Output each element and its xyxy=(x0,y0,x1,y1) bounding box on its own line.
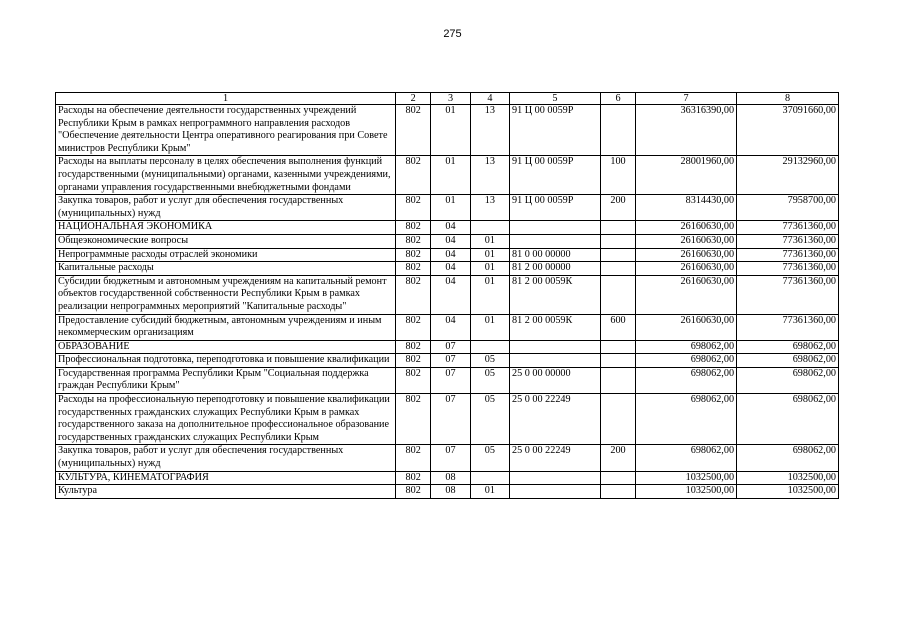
column-header: 3 xyxy=(431,93,470,105)
amount-year2-cell: 77361360,00 xyxy=(737,314,839,340)
amount-year1-cell: 698062,00 xyxy=(636,445,737,471)
amount-year2-cell: 77361360,00 xyxy=(737,262,839,276)
admin-code-cell: 802 xyxy=(396,394,431,445)
expense-type-cell: 600 xyxy=(600,314,635,340)
amount-year1-cell: 28001960,00 xyxy=(636,156,737,195)
admin-code-cell: 802 xyxy=(396,354,431,368)
admin-code-cell: 802 xyxy=(396,314,431,340)
expense-type-cell xyxy=(600,262,635,276)
amount-year1-cell: 26160630,00 xyxy=(636,262,737,276)
section-code-cell: 01 xyxy=(431,156,470,195)
admin-code-cell: 802 xyxy=(396,340,431,354)
subsection-code-cell: 01 xyxy=(470,275,509,314)
expense-type-cell xyxy=(600,275,635,314)
row-name-cell: КУЛЬТУРА, КИНЕМАТОГРАФИЯ xyxy=(56,471,396,485)
target-article-cell: 25 0 00 22249 xyxy=(510,394,601,445)
amount-year2-cell: 698062,00 xyxy=(737,445,839,471)
subsection-code-cell: 13 xyxy=(470,195,509,221)
table-row xyxy=(56,221,839,235)
amount-year2-cell: 698062,00 xyxy=(737,367,839,393)
subsection-code-cell: 01 xyxy=(470,262,509,276)
section-code-cell: 04 xyxy=(431,234,470,248)
expense-type-cell xyxy=(600,105,635,156)
section-code-cell: 07 xyxy=(431,394,470,445)
subsection-code-cell xyxy=(470,471,509,485)
section-code-cell: 07 xyxy=(431,445,470,471)
section-code-cell: 04 xyxy=(431,275,470,314)
subsection-code-cell: 13 xyxy=(470,156,509,195)
amount-year1-cell: 26160630,00 xyxy=(636,248,737,262)
subsection-code-cell: 01 xyxy=(470,234,509,248)
admin-code-cell: 802 xyxy=(396,156,431,195)
expense-type-cell: 100 xyxy=(600,156,635,195)
amount-year2-cell: 77361360,00 xyxy=(737,248,839,262)
section-code-cell: 04 xyxy=(431,262,470,276)
target-article-cell xyxy=(510,471,601,485)
row-name-cell: Закупка товаров, работ и услуг для обеспечения государственных (муниципальных) нужд xyxy=(56,445,396,471)
admin-code-cell: 802 xyxy=(396,275,431,314)
section-code-cell: 01 xyxy=(431,105,470,156)
target-article-cell: 81 2 00 0059К xyxy=(510,314,601,340)
column-header: 4 xyxy=(470,93,509,105)
amount-year2-cell: 698062,00 xyxy=(737,394,839,445)
row-name-cell: Общеэкономические вопросы xyxy=(56,234,396,248)
table-row xyxy=(56,394,839,445)
amount-year1-cell: 8314430,00 xyxy=(636,195,737,221)
row-name-cell: Культура xyxy=(56,485,396,499)
table-row xyxy=(56,248,839,262)
amount-year1-cell: 26160630,00 xyxy=(636,314,737,340)
amount-year1-cell: 26160630,00 xyxy=(636,234,737,248)
amount-year2-cell: 1032500,00 xyxy=(737,471,839,485)
budget-table xyxy=(55,92,839,499)
expense-type-cell xyxy=(600,248,635,262)
subsection-code-cell: 01 xyxy=(470,248,509,262)
subsection-code-cell xyxy=(470,340,509,354)
section-code-cell: 07 xyxy=(431,354,470,368)
amount-year2-cell: 29132960,00 xyxy=(737,156,839,195)
admin-code-cell: 802 xyxy=(396,367,431,393)
subsection-code-cell: 13 xyxy=(470,105,509,156)
table-row xyxy=(56,445,839,471)
amount-year1-cell: 1032500,00 xyxy=(636,485,737,499)
amount-year1-cell: 698062,00 xyxy=(636,367,737,393)
amount-year2-cell: 698062,00 xyxy=(737,354,839,368)
admin-code-cell: 802 xyxy=(396,485,431,499)
section-code-cell: 07 xyxy=(431,340,470,354)
subsection-code-cell: 05 xyxy=(470,394,509,445)
target-article-cell xyxy=(510,221,601,235)
table-row xyxy=(56,471,839,485)
row-name-cell: Расходы на обеспечение деятельности государственных учреждений Республики Крым в рамках непрограммного направления расходов "Обеспечение деятельности Центра оперативного реагирования при Совете министров Республики Крым" xyxy=(56,105,396,156)
column-header: 5 xyxy=(510,93,601,105)
amount-year2-cell: 77361360,00 xyxy=(737,221,839,235)
subsection-code-cell: 01 xyxy=(470,314,509,340)
table-row xyxy=(56,354,839,368)
table-row xyxy=(56,234,839,248)
target-article-cell: 91 Ц 00 0059Р xyxy=(510,105,601,156)
admin-code-cell: 802 xyxy=(396,221,431,235)
column-header: 6 xyxy=(600,93,635,105)
row-name-cell: Профессиональная подготовка, переподготовка и повышение квалификации xyxy=(56,354,396,368)
target-article-cell xyxy=(510,340,601,354)
target-article-cell: 25 0 00 22249 xyxy=(510,445,601,471)
target-article-cell: 81 2 00 00000 xyxy=(510,262,601,276)
expense-type-cell xyxy=(600,221,635,235)
expense-type-cell: 200 xyxy=(600,195,635,221)
subsection-code-cell xyxy=(470,221,509,235)
table-row xyxy=(56,485,839,499)
row-name-cell: Закупка товаров, работ и услуг для обеспечения государственных (муниципальных) нужд xyxy=(56,195,396,221)
amount-year2-cell: 698062,00 xyxy=(737,340,839,354)
column-header: 8 xyxy=(737,93,839,105)
target-article-cell: 25 0 00 00000 xyxy=(510,367,601,393)
table-row xyxy=(56,340,839,354)
row-name-cell: Расходы на профессиональную переподготовку и повышение квалификации государственных гражданских служащих Республики Крым в рамках государственного заказа на дополнительное профессиональное образование государственных гражданских служащих Республики Крым xyxy=(56,394,396,445)
subsection-code-cell: 05 xyxy=(470,445,509,471)
target-article-cell: 91 Ц 00 0059Р xyxy=(510,156,601,195)
section-code-cell: 04 xyxy=(431,221,470,235)
table-row xyxy=(56,367,839,393)
admin-code-cell: 802 xyxy=(396,234,431,248)
table-row xyxy=(56,156,839,195)
section-code-cell: 01 xyxy=(431,195,470,221)
amount-year2-cell: 37091660,00 xyxy=(737,105,839,156)
target-article-cell: 81 2 00 0059К xyxy=(510,275,601,314)
section-code-cell: 04 xyxy=(431,248,470,262)
expense-type-cell xyxy=(600,354,635,368)
admin-code-cell: 802 xyxy=(396,105,431,156)
amount-year1-cell: 26160630,00 xyxy=(636,221,737,235)
column-header: 7 xyxy=(636,93,737,105)
target-article-cell xyxy=(510,354,601,368)
target-article-cell: 91 Ц 00 0059Р xyxy=(510,195,601,221)
admin-code-cell: 802 xyxy=(396,471,431,485)
target-article-cell: 81 0 00 00000 xyxy=(510,248,601,262)
admin-code-cell: 802 xyxy=(396,262,431,276)
row-name-cell: Субсидии бюджетным и автономным учреждениям на капитальный ремонт объектов государственной собственности Республики Крым в рамках реализации непрограммных мероприятий "Капитальные расходы" xyxy=(56,275,396,314)
row-name-cell: ОБРАЗОВАНИЕ xyxy=(56,340,396,354)
subsection-code-cell: 05 xyxy=(470,354,509,368)
target-article-cell xyxy=(510,485,601,499)
expense-type-cell xyxy=(600,471,635,485)
target-article-cell xyxy=(510,234,601,248)
expense-type-cell xyxy=(600,340,635,354)
expense-type-cell xyxy=(600,485,635,499)
subsection-code-cell: 05 xyxy=(470,367,509,393)
section-code-cell: 07 xyxy=(431,367,470,393)
row-name-cell: Расходы на выплаты персоналу в целях обеспечения выполнения функций государственными (муниципальными) органами, казенными учреждениями, органами управления государственными внебюджетными фондами xyxy=(56,156,396,195)
expense-type-cell xyxy=(600,367,635,393)
admin-code-cell: 802 xyxy=(396,445,431,471)
row-name-cell: Капитальные расходы xyxy=(56,262,396,276)
amount-year2-cell: 7958700,00 xyxy=(737,195,839,221)
table-row xyxy=(56,314,839,340)
section-code-cell: 04 xyxy=(431,314,470,340)
amount-year1-cell: 698062,00 xyxy=(636,394,737,445)
admin-code-cell: 802 xyxy=(396,248,431,262)
expense-type-cell: 200 xyxy=(600,445,635,471)
section-code-cell: 08 xyxy=(431,485,470,499)
amount-year1-cell: 1032500,00 xyxy=(636,471,737,485)
row-name-cell: НАЦИОНАЛЬНАЯ ЭКОНОМИКА xyxy=(56,221,396,235)
row-name-cell: Непрограммные расходы отраслей экономики xyxy=(56,248,396,262)
column-header: 1 xyxy=(56,93,396,105)
row-name-cell: Предоставление субсидий бюджетным, автономным учреждениям и иным некоммерческим организациям xyxy=(56,314,396,340)
admin-code-cell: 802 xyxy=(396,195,431,221)
header-row xyxy=(56,93,839,105)
amount-year1-cell: 36316390,00 xyxy=(636,105,737,156)
table-row xyxy=(56,105,839,156)
amount-year1-cell: 26160630,00 xyxy=(636,275,737,314)
expense-type-cell xyxy=(600,394,635,445)
page-number: 275 xyxy=(443,28,462,40)
column-header: 2 xyxy=(396,93,431,105)
subsection-code-cell: 01 xyxy=(470,485,509,499)
amount-year2-cell: 77361360,00 xyxy=(737,234,839,248)
table-row xyxy=(56,262,839,276)
amount-year1-cell: 698062,00 xyxy=(636,340,737,354)
section-code-cell: 08 xyxy=(431,471,470,485)
amount-year1-cell: 698062,00 xyxy=(636,354,737,368)
expense-type-cell xyxy=(600,234,635,248)
amount-year2-cell: 1032500,00 xyxy=(737,485,839,499)
amount-year2-cell: 77361360,00 xyxy=(737,275,839,314)
table-row xyxy=(56,275,839,314)
table-row xyxy=(56,195,839,221)
row-name-cell: Государственная программа Республики Крым "Социальная поддержка граждан Республики Крым" xyxy=(56,367,396,393)
